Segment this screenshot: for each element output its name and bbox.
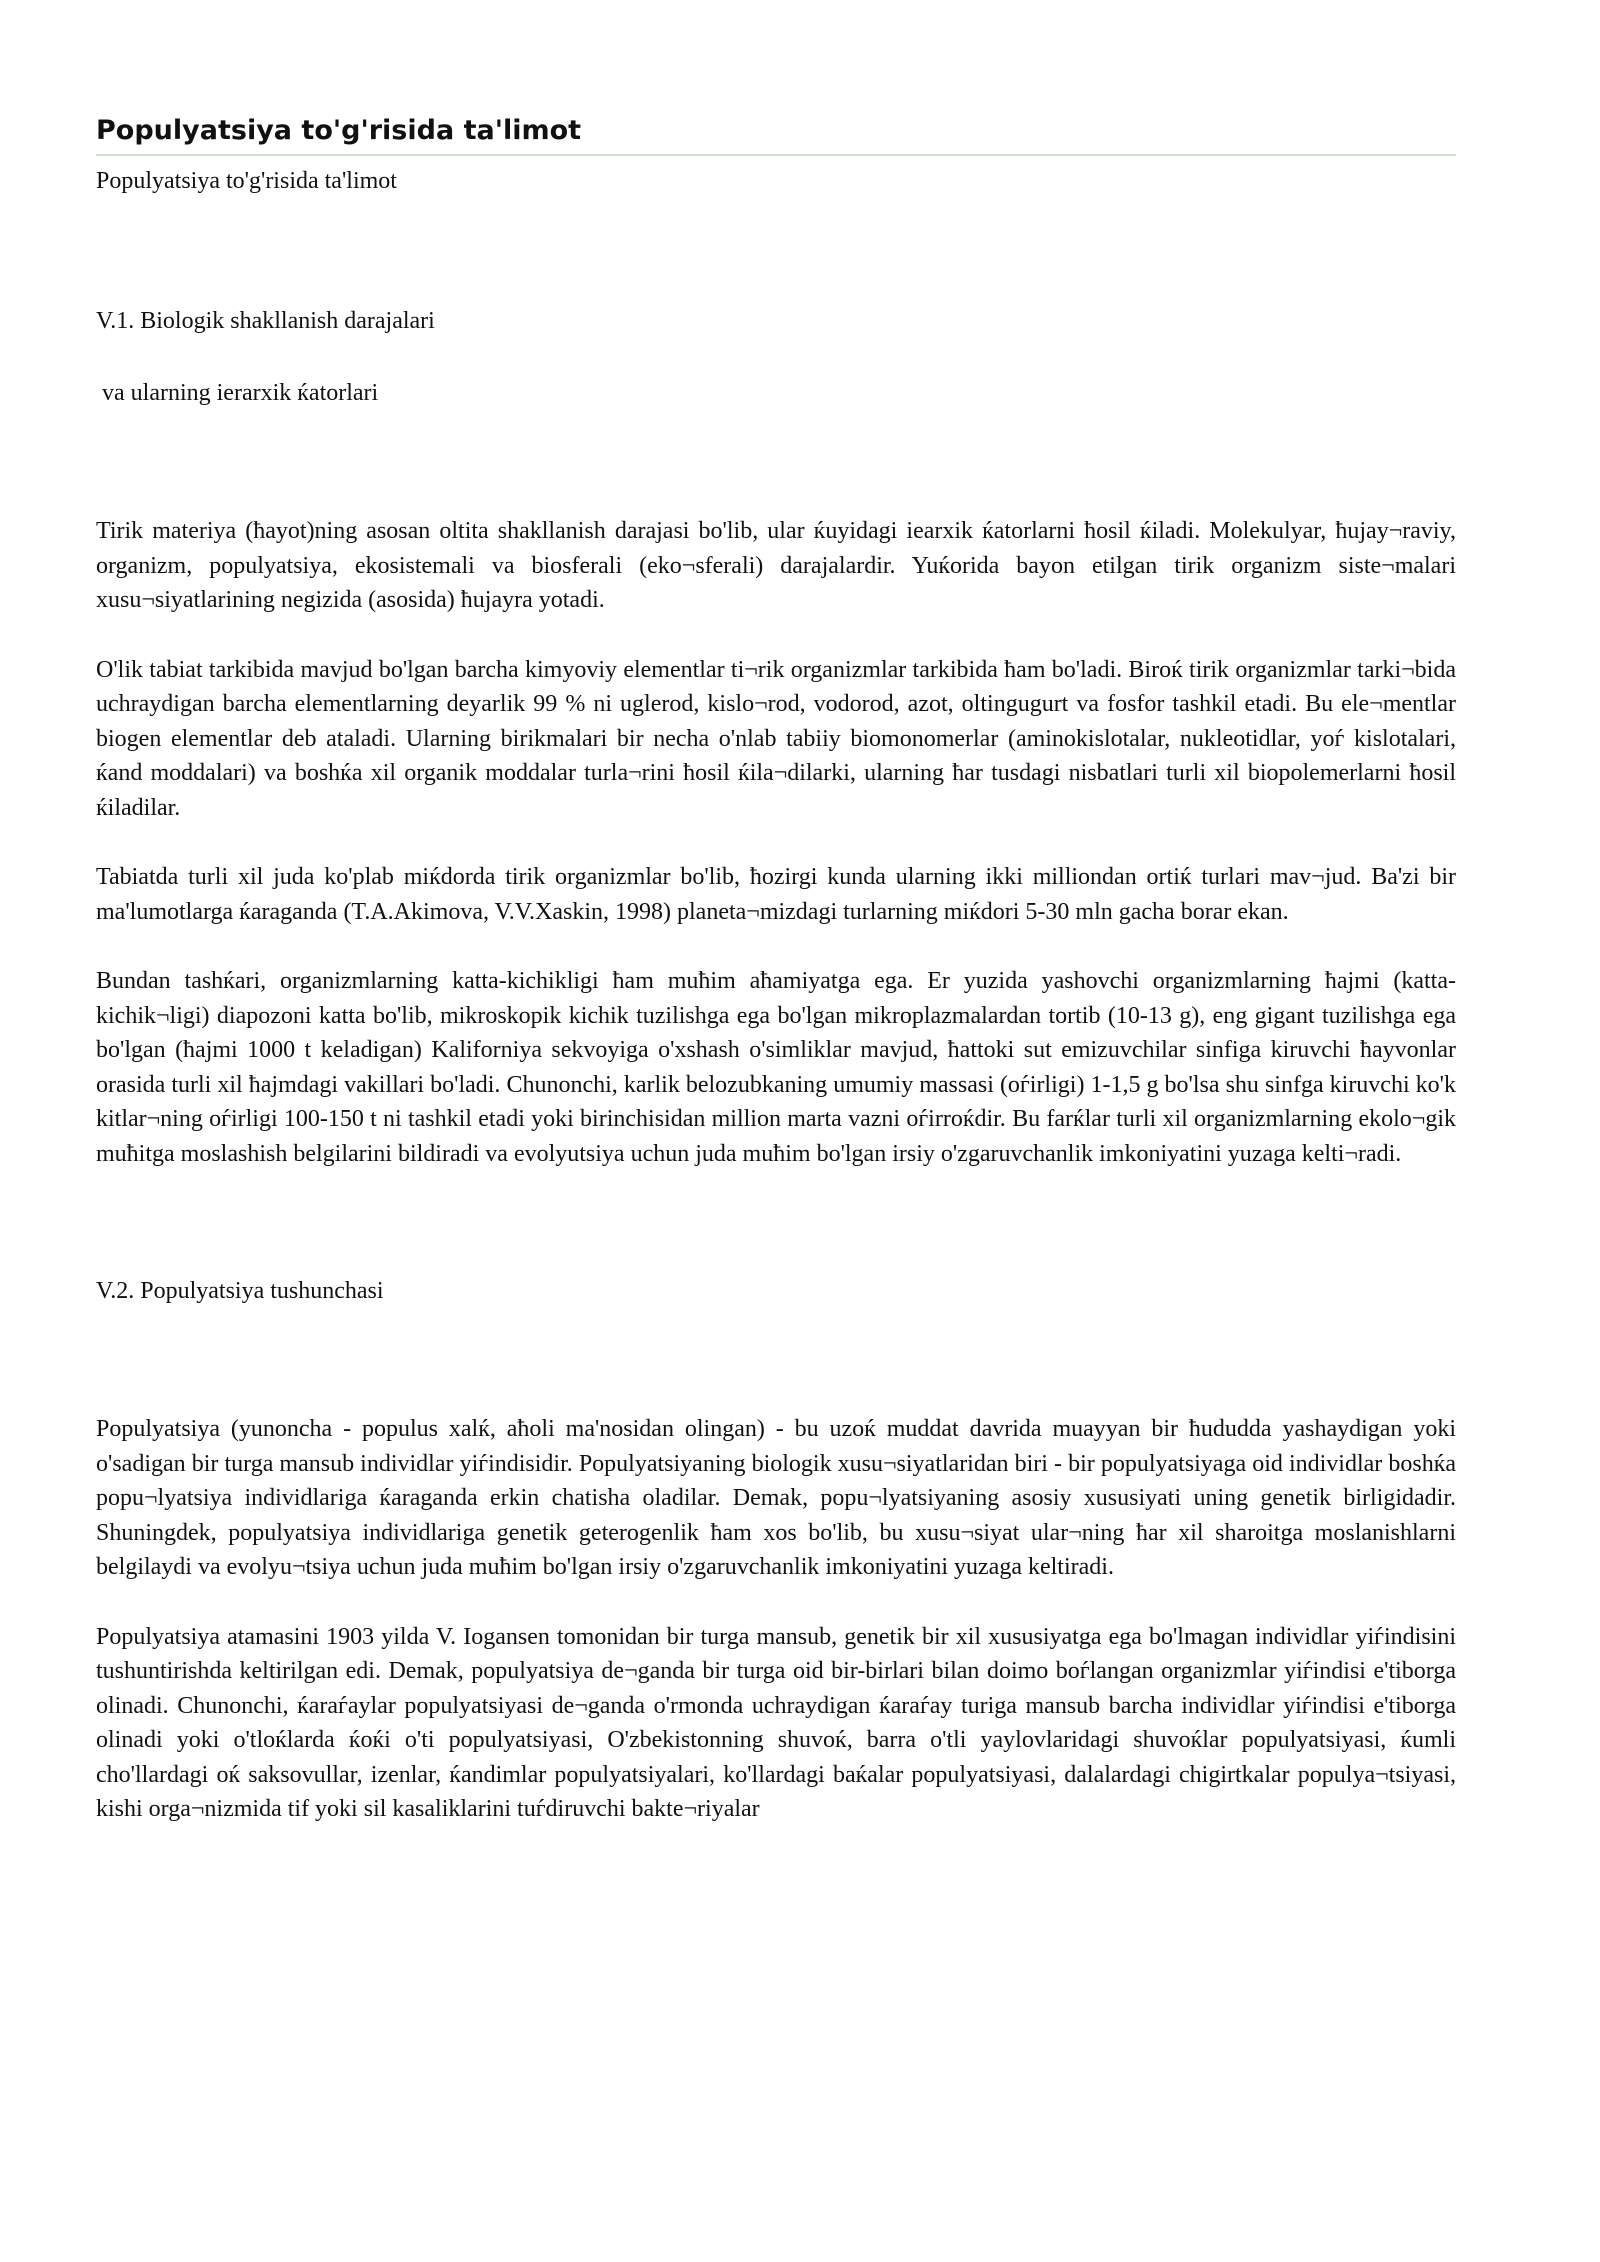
page-title: Populyatsiya to'g'risida ta'limot [96,112,1456,156]
document-page [96,112,1456,1827]
paragraph: O'lik tabiat tarkibida mavjud bo'lgan barcha kimyoviy elementlar ti¬rik organizmlar tarkibida ħam bo'ladi. Biroќ tirik organizmlar tarki¬bida uchraydigan barcha elementlarning deyarlik 99 % ni uglerod, kislo¬rod, vodorod, azot, oltingugurt va fosfor tashkil etadi. Bu ele¬mentlar biogen elementlar deb ataladi. Ularning birikmalari bir necha o'nlab tabiiy biomonomerlar (aminokislotalar, nukleotidlar, yoѓ kislotalari, ќand moddalari) va boshќa xil organik moddalar turla¬rini ħosil ќila¬dilarki, ularning ħar tusdagi nisbatlari turli xil biopolemerlarni ħosil ќiladilar. [96,656,1456,821]
section-2-heading: V.2. Populyatsiya tushunchasi [96,1278,384,1304]
paragraph: Populyatsiya atamasini 1903 yilda V. Iogansen tomonidan bir turga mansub, genetik bir xil xususiyatga ega bo'lmagan individlar yiѓindisini tushuntirishda keltirilgan edi. Demak, populyatsiya de¬ganda bir turga oid bir-birlari bilan doimo boѓlangan organizmlar yiѓindisi e'tiborga olinadi. Chunonchi, ќaraѓaylar populyatsiyasi de¬ganda o'rmonda uchraydigan ќaraѓay turiga mansub barcha individlar yiѓindisi e'tiborga olinadi yoki o'tloќlarda ќoќi o'ti populyatsiyasi, O'zbekistonning shuvoќ, barra o'tli yaylovlaridagi shuvoќlar populyatsiyasi, ќumli cho'llardagi oќ saksovullar, izenlar, ќandimlar populyatsiyalari, ko'llardagi baќalar populyatsiyasi, dalalardagi chigirtkalar populya¬tsiyasi, kishi orga¬nizmida tif yoki sil kasaliklarini tuѓdiruvchi bakte¬riyalar [96,1623,1456,1822]
paragraph: Tabiatda turli xil juda ko'plab miќdorda tirik organizmlar bo'lib, ħozirgi kunda ularning ikki milliondan ortiќ turlari mav¬jud. Ba'zi bir ma'lumotlarga ќaraganda (T.A.Akimova, V.V.Xaskin, 1998) planeta¬mizdagi turlarning miќdori 5-30 mln gacha borar ekan. [96,864,1456,925]
paragraph: Bundan tashќari, organizmlarning katta-kichikligi ħam muħim aħamiyatga ega. Er yuzida yashovchi organizmlarning ħajmi (katta-kichik¬ligi) diapozoni katta bo'lib, mikroskopik kichik tuzilishga ega bo'lgan mikroplazmalardan tortib (10-13 g), eng gigant tuzilishga ega bo'lgan (ħajmi 1000 t keladigan) Kaliforniya sekvoyiga o'xshash o'simliklar mavjud, ħattoki sut emizuvchilar sinfiga kiruvchi ħayvonlar orasida turli xil ħajmdagi vakillari bo'ladi. Chunonchi, karlik belozubkaning umumiy massasi (oѓirligi) 1-1,5 g bo'lsa shu sinfga kiruvchi ko'k kitlar¬ning oѓirligi 100-150 t ni tashkil etadi yoki birinchisidan million marta vazni oѓirroќdir. Bu farќlar turli xil organizmlarning ekolo¬gik muħitga moslashish belgilarini bildiradi va evolyutsiya uchun juda muħim bo'lgan irsiy o'zgaruvchanlik imkoniyatini yuzaga kelti¬radi. [96,968,1456,1167]
section-1-heading-line-2: va ularning ierarxik ќatorlari [96,380,379,406]
paragraph: Populyatsiya (yunoncha - populus xalќ, aħoli ma'nosidan olingan) - bu uzoќ muddat davrida muayyan bir ħududda yashaydigan yoki o'sadigan bir turga mansub individlar yiѓindisidir. Populyatsiyaning biologik xusu¬siyatlaridan biri - bir populyatsiyaga oid individlar boshќa popu¬lyatsiya individlariga ќaraganda erkin chatisha oladilar. Demak, popu¬lyatsiyaning asosiy xususiyati uning genetik birligidadir. Shuningdek, populyatsiya individlariga genetik geterogenlik ħam xos bo'lib, bu xusu¬siyat ular¬ning ħar xil sharoitga moslanishlarni belgilaydi va evolyu¬tsiya uchun juda muħim bo'lgan irsiy o'zgaruvchanlik imkoniyatini yuzaga keltiradi. [96,1416,1456,1580]
section-1-heading-line-1: V.1. Biologik shakllanish darajalari [96,308,435,334]
paragraph: Tirik materiya (ħayot)ning asosan oltita shakllanish darajasi bo'lib, ular ќuyidagi iearxik ќatorlarni ħosil ќiladi. Molekulyar, ħujay¬raviy, organizm, populyatsiya, ekosistemali va biosferali (eko¬sferali) darajalardir. Yuќorida bayon etilgan tirik organizm siste¬malari xusu¬siyatlarining negizida (asosida) ħujayra yotadi. [96,518,1456,613]
document-subtitle: Populyatsiya to'g'risida ta'limot [96,168,397,194]
